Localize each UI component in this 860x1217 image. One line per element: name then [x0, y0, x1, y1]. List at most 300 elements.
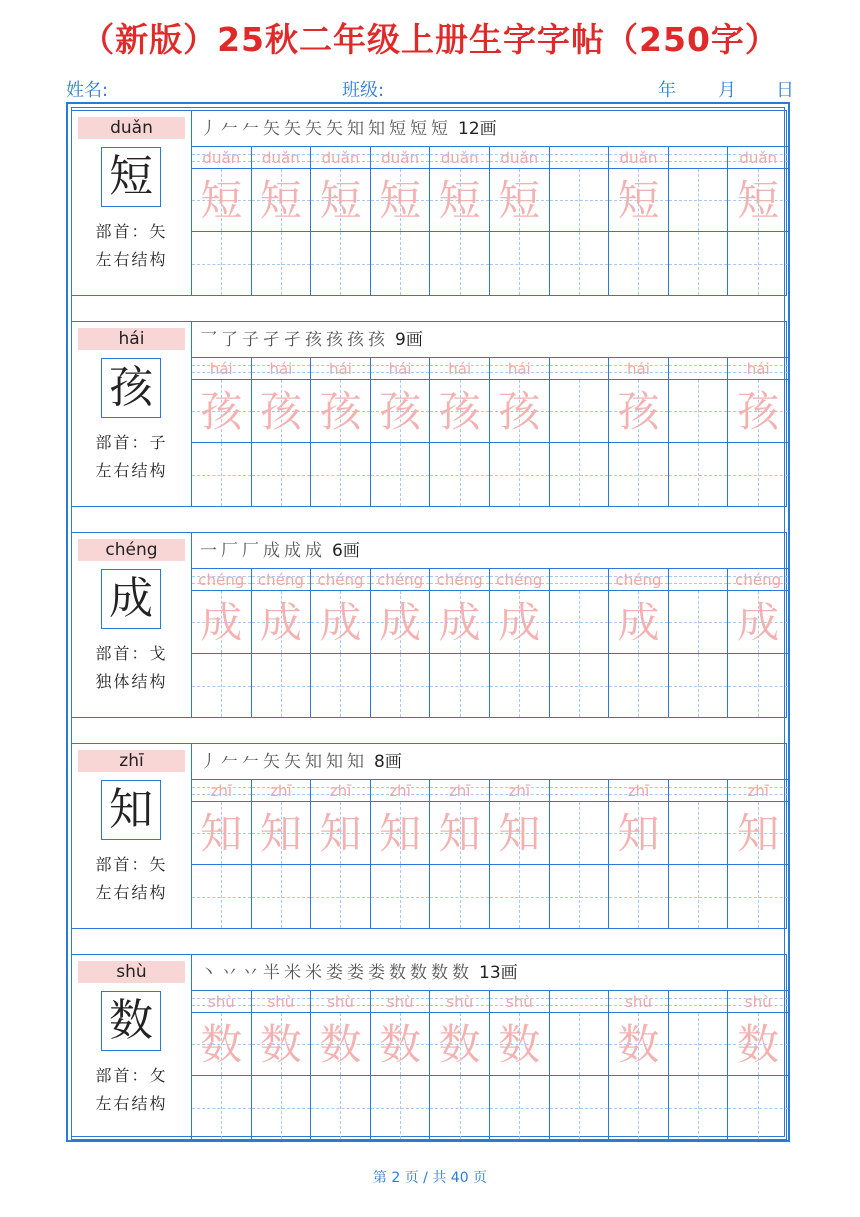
tracing-cell[interactable]	[490, 591, 549, 654]
trace-pinyin: hái	[507, 360, 531, 378]
stroke-step: 子	[242, 330, 259, 350]
trace-pinyin: duǎn	[202, 149, 241, 167]
trace-pinyin: hái	[388, 360, 412, 378]
practice-column[interactable]	[550, 780, 610, 928]
trace-character: 成	[200, 598, 243, 647]
trace-pinyin: zhī	[508, 782, 531, 800]
pinyin-writing-cell[interactable]	[192, 358, 251, 380]
pinyin-writing-cell[interactable]	[728, 569, 788, 591]
stroke-step: 丷	[221, 963, 238, 983]
tracing-cell[interactable]	[669, 169, 728, 232]
pinyin-writing-cell[interactable]	[371, 358, 430, 380]
practice-column[interactable]	[430, 569, 490, 717]
pinyin-writing-cell[interactable]	[728, 147, 788, 169]
month-label: 月	[718, 80, 736, 101]
tracing-cell[interactable]	[192, 169, 251, 232]
tracing-cell[interactable]	[490, 380, 549, 443]
pinyin-writing-cell[interactable]	[490, 991, 549, 1013]
practice-column[interactable]	[371, 991, 431, 1139]
tracing-cell[interactable]	[728, 380, 788, 443]
stroke-step: 知	[347, 119, 364, 139]
pinyin-writing-cell[interactable]	[311, 147, 370, 169]
practice-column[interactable]	[252, 991, 312, 1139]
practice-column[interactable]	[669, 358, 729, 506]
writing-cell[interactable]	[490, 654, 549, 717]
tracing-cell[interactable]	[371, 169, 430, 232]
page-title: （新版）25秋二年级上册生字字帖（250字）	[81, 20, 779, 59]
pinyin-writing-cell[interactable]	[252, 358, 311, 380]
writing-cell[interactable]	[430, 443, 489, 506]
trace-character: 孩	[200, 387, 243, 436]
trace-character: 短	[319, 176, 362, 225]
pinyin-writing-cell[interactable]	[252, 569, 311, 591]
writing-cell[interactable]	[430, 1076, 489, 1139]
pinyin-writing-cell[interactable]	[371, 147, 430, 169]
stroke-step: 丷	[242, 963, 259, 983]
practice-column[interactable]	[192, 569, 252, 717]
tracing-cell[interactable]	[311, 591, 370, 654]
tracing-cell[interactable]	[669, 591, 728, 654]
tracing-cell[interactable]	[371, 1013, 430, 1076]
radical-label: 部首：矢	[95, 222, 168, 241]
trace-pinyin: duǎn	[500, 149, 539, 167]
stroke-step: 孑	[263, 330, 280, 350]
practice-column[interactable]	[728, 991, 788, 1139]
tracing-cell[interactable]	[252, 591, 311, 654]
pinyin-writing-cell[interactable]	[609, 358, 668, 380]
writing-cell[interactable]	[490, 1076, 549, 1139]
tracing-cell[interactable]	[728, 591, 788, 654]
stroke-step: 𠂉	[242, 752, 259, 772]
pinyin-writing-cell[interactable]	[550, 780, 609, 802]
trace-pinyin: hái	[627, 360, 650, 378]
pinyin-writing-cell[interactable]	[371, 569, 430, 591]
writing-cell[interactable]	[728, 232, 788, 295]
practice-column[interactable]	[609, 358, 669, 506]
pinyin-writing-cell[interactable]	[550, 569, 609, 591]
tracing-cell[interactable]	[550, 380, 609, 443]
model-character: 孩	[101, 358, 161, 418]
trace-pinyin: chéng	[735, 571, 782, 589]
practice-column[interactable]	[371, 569, 431, 717]
practice-column[interactable]	[192, 358, 252, 506]
writing-cell[interactable]	[371, 232, 430, 295]
trace-character: 孩	[438, 387, 481, 436]
writing-cell[interactable]	[311, 865, 370, 928]
tracing-cell[interactable]	[669, 380, 728, 443]
practice-column[interactable]	[609, 991, 669, 1139]
practice-column[interactable]	[430, 780, 490, 928]
practice-column[interactable]	[728, 569, 788, 717]
practice-column[interactable]	[669, 569, 729, 717]
practice-column[interactable]	[311, 147, 371, 295]
pinyin-writing-cell[interactable]	[311, 780, 370, 802]
tracing-cell[interactable]	[609, 1013, 668, 1076]
tracing-cell[interactable]	[490, 169, 549, 232]
tracing-cell[interactable]	[430, 1013, 489, 1076]
practice-column[interactable]	[192, 991, 252, 1139]
writing-cell[interactable]	[252, 1076, 311, 1139]
pinyin-writing-cell[interactable]	[609, 569, 668, 591]
writing-cell[interactable]	[371, 1076, 430, 1139]
writing-cell[interactable]	[609, 443, 668, 506]
stroke-step: 数	[389, 963, 406, 983]
writing-cell[interactable]	[252, 654, 311, 717]
writing-cell[interactable]	[430, 232, 489, 295]
practice-column[interactable]	[192, 780, 252, 928]
practice-column[interactable]	[430, 358, 490, 506]
practice-column[interactable]	[669, 147, 729, 295]
tracing-cell[interactable]	[252, 169, 311, 232]
pinyin-writing-cell[interactable]	[728, 358, 788, 380]
radical-label: 部首：子	[95, 433, 168, 452]
pinyin-writing-cell[interactable]	[490, 358, 549, 380]
stroke-count: 6画	[332, 541, 360, 561]
stroke-step: 𠂉	[221, 752, 238, 772]
pinyin-writing-cell[interactable]	[669, 358, 728, 380]
tracing-cell[interactable]	[728, 802, 788, 865]
stroke-step: 矢	[284, 119, 301, 139]
practice-column[interactable]	[609, 569, 669, 717]
trace-pinyin: chéng	[615, 571, 662, 589]
writing-cell[interactable]	[728, 1076, 788, 1139]
practice-column[interactable]	[252, 569, 312, 717]
trace-pinyin: chéng	[436, 571, 483, 589]
writing-cell[interactable]	[192, 1076, 251, 1139]
practice-column[interactable]	[192, 147, 252, 295]
trace-pinyin: duǎn	[321, 149, 360, 167]
radical-label: 部首：攵	[95, 1066, 168, 1085]
trace-character: 数	[319, 1020, 362, 1069]
stroke-step: 米	[284, 963, 301, 983]
pinyin-writing-cell[interactable]	[430, 147, 489, 169]
character-block	[71, 321, 787, 507]
pinyin-writing-cell[interactable]	[669, 991, 728, 1013]
tracing-cell[interactable]	[550, 591, 609, 654]
writing-cell[interactable]	[490, 865, 549, 928]
practice-column[interactable]	[669, 991, 729, 1139]
pinyin-writing-cell[interactable]	[490, 780, 549, 802]
practice-grid	[192, 147, 788, 295]
practice-column[interactable]	[371, 358, 431, 506]
tracing-cell[interactable]	[609, 591, 668, 654]
trace-character: 短	[617, 176, 660, 225]
practice-column[interactable]	[550, 358, 610, 506]
tracing-cell[interactable]	[669, 1013, 728, 1076]
model-character: 短	[101, 147, 161, 207]
trace-character: 数	[379, 1020, 422, 1069]
writing-cell[interactable]	[252, 232, 311, 295]
trace-character: 知	[438, 809, 481, 858]
trace-character: 成	[737, 598, 780, 647]
stroke-step: 知	[368, 119, 385, 139]
pinyin-writing-cell[interactable]	[728, 780, 788, 802]
practice-column[interactable]	[669, 780, 729, 928]
pinyin-writing-cell[interactable]	[192, 569, 251, 591]
stroke-step: 丿	[200, 752, 217, 772]
pinyin-writing-cell[interactable]	[192, 991, 251, 1013]
structure-label: 左右结构	[95, 461, 168, 480]
writing-cell[interactable]	[490, 232, 549, 295]
stroke-step: 短	[389, 119, 406, 139]
trace-pinyin: chéng	[496, 571, 543, 589]
pinyin-writing-cell[interactable]	[192, 147, 251, 169]
pinyin-writing-cell[interactable]	[371, 991, 430, 1013]
tracing-cell[interactable]	[192, 802, 251, 865]
practice-column[interactable]	[252, 780, 312, 928]
pinyin-writing-cell[interactable]	[311, 569, 370, 591]
trace-pinyin: shù	[625, 993, 652, 1011]
writing-cell[interactable]	[550, 443, 609, 506]
year-label: 年	[658, 80, 676, 101]
writing-cell[interactable]	[609, 865, 668, 928]
tracing-cell[interactable]	[669, 802, 728, 865]
character-block	[71, 532, 787, 718]
trace-pinyin: chéng	[317, 571, 364, 589]
tracing-cell[interactable]	[430, 380, 489, 443]
writing-cell[interactable]	[669, 865, 728, 928]
practice-column[interactable]	[430, 147, 490, 295]
tracing-cell[interactable]	[371, 591, 430, 654]
pinyin-writing-cell[interactable]	[252, 780, 311, 802]
writing-cell[interactable]	[371, 654, 430, 717]
practice-column[interactable]	[490, 780, 550, 928]
pinyin-label: shù	[78, 961, 185, 983]
writing-cell[interactable]	[192, 443, 251, 506]
pinyin-writing-cell[interactable]	[609, 991, 668, 1013]
practice-column[interactable]	[311, 991, 371, 1139]
writing-cell[interactable]	[311, 443, 370, 506]
stroke-order-row	[192, 111, 788, 147]
trace-character: 知	[379, 809, 422, 858]
pinyin-writing-cell[interactable]	[311, 358, 370, 380]
pinyin-writing-cell[interactable]	[311, 991, 370, 1013]
writing-cell[interactable]	[311, 654, 370, 717]
writing-cell[interactable]	[252, 865, 311, 928]
trace-pinyin: chéng	[257, 571, 304, 589]
trace-character: 成	[259, 598, 302, 647]
stroke-step: 矢	[263, 752, 280, 772]
trace-pinyin: duǎn	[262, 149, 300, 167]
writing-cell[interactable]	[192, 232, 251, 295]
writing-cell[interactable]	[550, 232, 609, 295]
writing-cell[interactable]	[311, 232, 370, 295]
writing-cell[interactable]	[609, 232, 668, 295]
trace-pinyin: chéng	[198, 571, 245, 589]
writing-cell[interactable]	[490, 443, 549, 506]
stroke-step: 孑	[284, 330, 301, 350]
writing-cell[interactable]	[430, 865, 489, 928]
tracing-cell[interactable]	[728, 1013, 788, 1076]
writing-cell[interactable]	[371, 865, 430, 928]
tracing-cell[interactable]	[430, 169, 489, 232]
tracing-cell[interactable]	[550, 169, 609, 232]
writing-cell[interactable]	[669, 232, 728, 295]
pinyin-writing-cell[interactable]	[609, 147, 668, 169]
practice-column[interactable]	[490, 147, 550, 295]
practice-column[interactable]	[311, 358, 371, 506]
trace-pinyin: shù	[327, 993, 354, 1011]
practice-column[interactable]	[728, 358, 788, 506]
practice-column[interactable]	[550, 991, 610, 1139]
practice-column[interactable]	[490, 569, 550, 717]
trace-pinyin: shù	[267, 993, 295, 1011]
practice-column[interactable]	[728, 147, 788, 295]
tracing-cell[interactable]	[192, 1013, 251, 1076]
writing-cell[interactable]	[550, 1076, 609, 1139]
trace-character: 知	[498, 809, 541, 858]
practice-column[interactable]	[252, 147, 312, 295]
writing-cell[interactable]	[669, 1076, 728, 1139]
trace-pinyin: duǎn	[440, 149, 479, 167]
tracing-cell[interactable]	[311, 1013, 370, 1076]
tracing-cell[interactable]	[609, 802, 668, 865]
pinyin-writing-cell[interactable]	[252, 991, 311, 1013]
stroke-step: 半	[263, 963, 280, 983]
practice-column[interactable]	[311, 780, 371, 928]
writing-cell[interactable]	[430, 654, 489, 717]
stroke-step: 矢	[326, 119, 343, 139]
practice-column[interactable]	[550, 147, 610, 295]
practice-column[interactable]	[728, 780, 788, 928]
practice-column[interactable]	[490, 358, 550, 506]
tracing-cell[interactable]	[609, 380, 668, 443]
pinyin-writing-cell[interactable]	[430, 991, 489, 1013]
tracing-cell[interactable]	[192, 591, 251, 654]
tracing-cell[interactable]	[252, 1013, 311, 1076]
trace-pinyin: duǎn	[619, 149, 658, 167]
writing-cell[interactable]	[371, 443, 430, 506]
trace-character: 数	[200, 1020, 243, 1069]
practice-column[interactable]	[609, 147, 669, 295]
tracing-cell[interactable]	[728, 169, 788, 232]
writing-cell[interactable]	[728, 654, 788, 717]
pinyin-writing-cell[interactable]	[550, 147, 609, 169]
pinyin-label: duǎn	[78, 117, 185, 139]
writing-cell[interactable]	[192, 865, 251, 928]
trace-character: 成	[319, 598, 362, 647]
stroke-order-row	[192, 322, 788, 358]
stroke-step: 矢	[263, 119, 280, 139]
stroke-order-row	[192, 955, 788, 991]
pinyin-writing-cell[interactable]	[550, 358, 609, 380]
tracing-cell[interactable]	[371, 802, 430, 865]
pinyin-writing-cell[interactable]	[490, 147, 549, 169]
practice-column[interactable]	[252, 358, 312, 506]
stroke-step: 成	[284, 541, 301, 561]
pinyin-writing-cell[interactable]	[192, 780, 251, 802]
stroke-step: 乛	[200, 330, 217, 350]
tracing-cell[interactable]	[550, 1013, 609, 1076]
trace-pinyin: zhī	[747, 782, 769, 800]
trace-character: 成	[438, 598, 481, 647]
trace-pinyin: zhī	[448, 782, 471, 800]
writing-cell[interactable]	[311, 1076, 370, 1139]
trace-character: 孩	[737, 387, 780, 436]
pinyin-writing-cell[interactable]	[430, 569, 489, 591]
stroke-step: 丶	[200, 963, 217, 983]
pinyin-writing-cell[interactable]	[430, 358, 489, 380]
writing-cell[interactable]	[550, 654, 609, 717]
stroke-step: 𠂉	[242, 119, 259, 139]
stroke-step: 数	[452, 963, 469, 983]
stroke-step: 孩	[347, 330, 364, 350]
stroke-count: 9画	[395, 330, 423, 350]
tracing-cell[interactable]	[252, 380, 311, 443]
tracing-cell[interactable]	[609, 169, 668, 232]
practice-column[interactable]	[430, 991, 490, 1139]
trace-character: 孩	[498, 387, 541, 436]
tracing-cell[interactable]	[371, 380, 430, 443]
tracing-cell[interactable]	[192, 380, 251, 443]
pinyin-writing-cell[interactable]	[669, 569, 728, 591]
stroke-step: 孩	[368, 330, 385, 350]
stroke-order-row	[192, 533, 788, 569]
practice-column[interactable]	[490, 991, 550, 1139]
practice-column[interactable]	[550, 569, 610, 717]
practice-column[interactable]	[371, 147, 431, 295]
pinyin-writing-cell[interactable]	[252, 147, 311, 169]
model-character: 知	[101, 780, 161, 840]
writing-cell[interactable]	[669, 443, 728, 506]
practice-column[interactable]	[371, 780, 431, 928]
tracing-cell[interactable]	[430, 591, 489, 654]
stroke-step: 知	[347, 752, 364, 772]
pinyin-writing-cell[interactable]	[609, 780, 668, 802]
tracing-cell[interactable]	[311, 169, 370, 232]
pinyin-writing-cell[interactable]	[669, 147, 728, 169]
trace-character: 短	[438, 176, 481, 225]
stroke-step: 短	[431, 119, 448, 139]
writing-cell[interactable]	[728, 443, 788, 506]
pinyin-writing-cell[interactable]	[490, 569, 549, 591]
writing-cell[interactable]	[550, 865, 609, 928]
trace-character: 短	[737, 176, 780, 225]
stroke-step: 知	[305, 752, 322, 772]
tracing-cell[interactable]	[550, 802, 609, 865]
tracing-cell[interactable]	[490, 1013, 549, 1076]
practice-column[interactable]	[609, 780, 669, 928]
writing-cell[interactable]	[192, 654, 251, 717]
trace-pinyin: hái	[448, 360, 472, 378]
stroke-step: 厂	[242, 541, 259, 561]
writing-cell[interactable]	[252, 443, 311, 506]
practice-column[interactable]	[311, 569, 371, 717]
character-block	[71, 743, 787, 929]
tracing-cell[interactable]	[311, 380, 370, 443]
tracing-cell[interactable]	[311, 802, 370, 865]
pinyin-writing-cell[interactable]	[371, 780, 430, 802]
character-block	[71, 954, 787, 1140]
model-character: 数	[101, 991, 161, 1051]
name-label: 姓名:	[66, 80, 109, 101]
writing-cell[interactable]	[609, 1076, 668, 1139]
pinyin-writing-cell[interactable]	[430, 780, 489, 802]
writing-cell[interactable]	[609, 654, 668, 717]
pinyin-writing-cell[interactable]	[669, 780, 728, 802]
writing-cell[interactable]	[728, 865, 788, 928]
stroke-step: 娄	[368, 963, 385, 983]
trace-character: 知	[259, 809, 302, 858]
tracing-cell[interactable]	[252, 802, 311, 865]
pinyin-writing-cell[interactable]	[550, 991, 609, 1013]
structure-label: 左右结构	[95, 1094, 168, 1113]
writing-cell[interactable]	[669, 654, 728, 717]
tracing-cell[interactable]	[430, 802, 489, 865]
tracing-cell[interactable]	[490, 802, 549, 865]
stroke-step: 米	[305, 963, 322, 983]
pinyin-writing-cell[interactable]	[728, 991, 788, 1013]
